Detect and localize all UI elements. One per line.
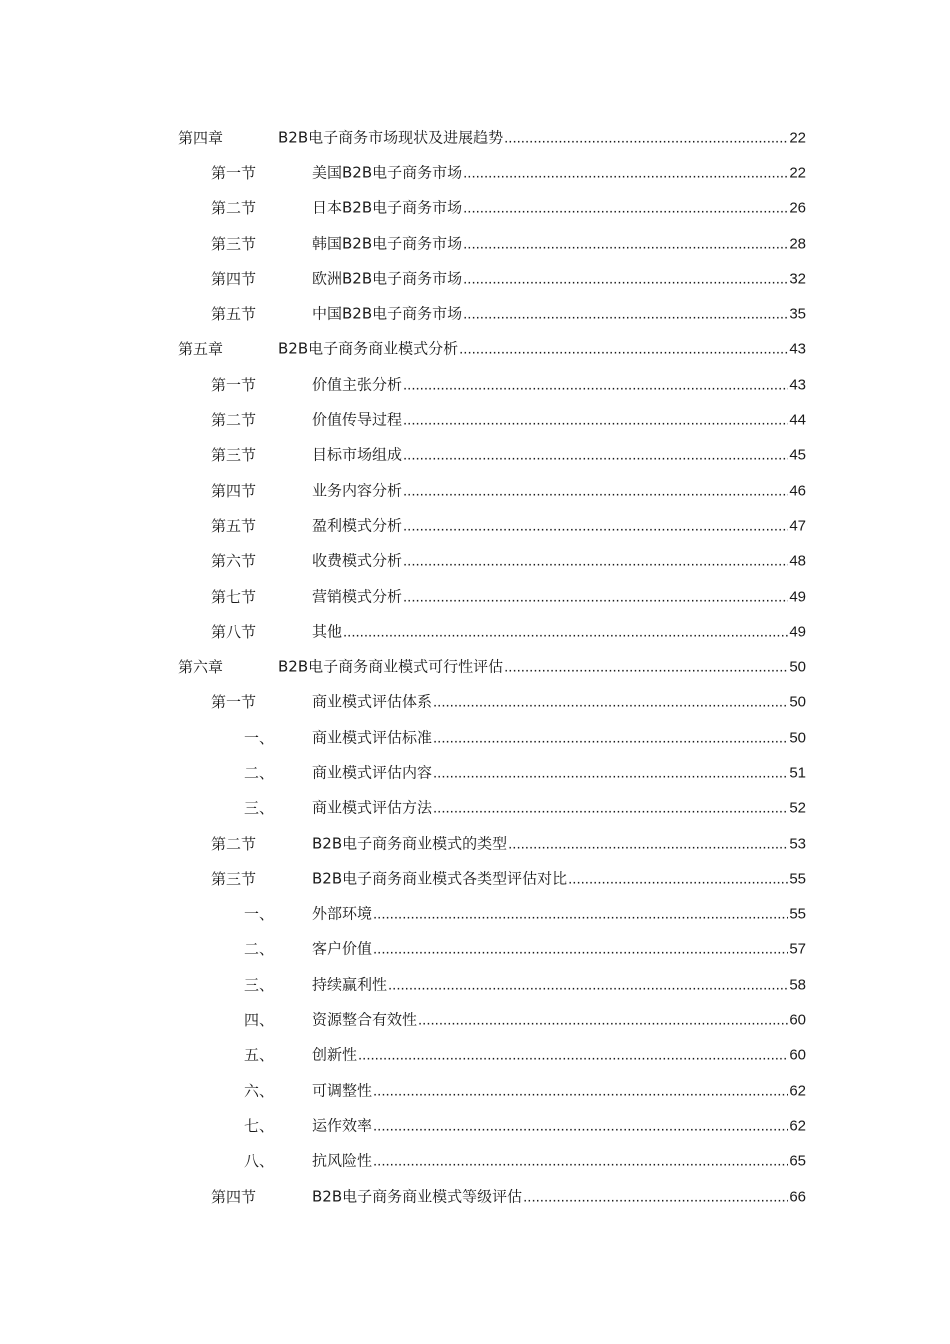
toc-entry-page-number: 57 <box>789 940 806 958</box>
dot-leader <box>358 1046 788 1066</box>
toc-entry-title-line <box>312 551 806 572</box>
toc-entry-title-line <box>312 410 806 431</box>
toc-entry-title: 价值传导过程 <box>312 410 403 429</box>
toc-entry-title: B2B电子商务商业模式可行性评估 <box>278 657 504 676</box>
toc-entry-title: 可调整性 <box>312 1081 373 1100</box>
dot-leader <box>388 975 788 995</box>
dot-leader <box>508 834 788 854</box>
toc-section-entry[interactable] <box>0 861 950 896</box>
dot-leader <box>373 1116 788 1136</box>
toc-chapter-entry[interactable] <box>0 649 950 684</box>
toc-section-entry[interactable] <box>0 473 950 508</box>
toc-entry-title-line <box>312 762 806 783</box>
toc-subsection-entry[interactable] <box>0 1108 950 1143</box>
toc-section-entry[interactable] <box>0 296 950 331</box>
toc-section-entry[interactable] <box>0 614 950 649</box>
toc-subsection-entry[interactable] <box>0 897 950 932</box>
toc-section-entry[interactable] <box>0 367 950 402</box>
toc-entry-page-number: 62 <box>789 1117 806 1135</box>
toc-entry-label: 第三节 <box>211 869 257 888</box>
toc-subsection-entry[interactable] <box>0 1002 950 1037</box>
toc-entry-title-line <box>312 268 806 289</box>
toc-entry-title: 商业模式评估内容 <box>312 763 433 782</box>
toc-entry-page-number: 66 <box>789 1188 806 1206</box>
toc-entry-title: 美国B2B电子商务市场 <box>312 163 463 182</box>
toc-entry-label: 二、 <box>244 940 275 959</box>
toc-entry-title: 商业模式评估方法 <box>312 798 433 817</box>
dot-leader <box>568 869 788 889</box>
toc-subsection-entry[interactable] <box>0 720 950 755</box>
toc-entry-page-number: 53 <box>789 835 806 853</box>
toc-entry-label: 第六章 <box>178 658 224 677</box>
toc-section-entry[interactable] <box>0 685 950 720</box>
toc-entry-page-number: 50 <box>789 729 806 747</box>
toc-entry-label: 第六节 <box>211 552 257 571</box>
toc-entry-page-number: 28 <box>789 235 806 253</box>
toc-entry-title-line <box>312 1010 806 1031</box>
toc-entry-label: 第二节 <box>211 834 257 853</box>
toc-entry-page-number: 62 <box>789 1082 806 1100</box>
toc-subsection-entry[interactable] <box>0 1073 950 1108</box>
toc-entry-page-number: 44 <box>789 411 806 429</box>
toc-entry-page-number: 22 <box>789 164 806 182</box>
toc-entry-title: B2B电子商务市场现状及进展趋势 <box>278 128 504 147</box>
toc-entry-label: 四、 <box>244 1011 275 1030</box>
toc-entry-page-number: 65 <box>789 1152 806 1170</box>
toc-entry-title: 抗风险性 <box>312 1151 373 1170</box>
toc-section-entry[interactable] <box>0 155 950 190</box>
dot-leader <box>343 622 788 642</box>
dot-leader <box>463 199 788 219</box>
toc-subsection-entry[interactable] <box>0 791 950 826</box>
toc-section-entry[interactable] <box>0 261 950 296</box>
toc-entry-page-number: 60 <box>789 1046 806 1064</box>
toc-entry-title-line <box>312 198 806 219</box>
toc-entry-title: 其他 <box>312 622 343 641</box>
dot-leader <box>463 163 788 183</box>
toc-entry-label: 第五章 <box>178 340 224 359</box>
toc-entry-title-line <box>312 974 806 995</box>
toc-entry-title-line <box>278 127 806 148</box>
toc-entry-title-line <box>312 868 806 889</box>
toc-entry-label: 第七节 <box>211 587 257 606</box>
toc-entry-page-number: 45 <box>789 446 806 464</box>
toc-subsection-entry[interactable] <box>0 1144 950 1179</box>
toc-entry-page-number: 55 <box>789 870 806 888</box>
toc-entry-title: 收费模式分析 <box>312 551 403 570</box>
toc-entry-page-number: 58 <box>789 976 806 994</box>
toc-entry-title-line <box>312 692 806 713</box>
toc-chapter-entry[interactable] <box>0 120 950 155</box>
dot-leader <box>418 1011 788 1031</box>
toc-entry-page-number: 55 <box>789 905 806 923</box>
toc-entry-title: B2B电子商务商业模式各类型评估对比 <box>312 869 568 888</box>
toc-entry-title: 欧洲B2B电子商务市场 <box>312 269 463 288</box>
toc-entry-title-line <box>312 833 806 854</box>
toc-entry-label: 五、 <box>244 1046 275 1065</box>
toc-section-entry[interactable] <box>0 1179 950 1214</box>
dot-leader <box>373 940 788 960</box>
dot-leader <box>433 693 788 713</box>
toc-entry-label: 第三节 <box>211 234 257 253</box>
dot-leader <box>403 375 788 395</box>
toc-entry-title: 商业模式评估标准 <box>312 728 433 747</box>
toc-entry-page-number: 46 <box>789 482 806 500</box>
toc-entry-label: 第四节 <box>211 269 257 288</box>
toc-entry-page-number: 52 <box>789 799 806 817</box>
toc-entry-title-line <box>312 515 806 536</box>
toc-entry-title: 营销模式分析 <box>312 587 403 605</box>
toc-entry-label: 第八节 <box>211 622 257 641</box>
toc-entry-page-number: 51 <box>789 764 806 782</box>
toc-entry-page-number: 43 <box>789 340 806 358</box>
toc-entry-page-number: 35 <box>789 305 806 323</box>
toc-entry-title: 盈利模式分析 <box>312 516 403 535</box>
toc-section-entry[interactable] <box>0 438 950 473</box>
dot-leader <box>459 340 788 360</box>
toc-entry-label: 一、 <box>244 728 275 747</box>
toc-entry-page-number: 43 <box>789 376 806 394</box>
dot-leader <box>373 1152 788 1172</box>
toc-entry-label: 七、 <box>244 1116 275 1135</box>
toc-entry-label: 三、 <box>244 975 275 994</box>
dot-leader <box>373 905 788 925</box>
dot-leader <box>504 658 788 678</box>
toc-entry-title: 业务内容分析 <box>312 481 403 500</box>
toc-section-entry[interactable] <box>0 579 950 614</box>
toc-entry-title: 客户价值 <box>312 939 373 958</box>
toc-entry-title-line <box>312 374 806 395</box>
toc-entry-title-line <box>312 621 806 642</box>
toc-entry-title: 韩国B2B电子商务市场 <box>312 234 463 253</box>
toc-entry-label: 第四节 <box>211 481 257 500</box>
toc-section-entry[interactable] <box>0 226 950 261</box>
dot-leader <box>403 481 788 501</box>
toc-entry-label: 第二节 <box>211 199 257 218</box>
toc-entry-page-number: 22 <box>789 129 806 147</box>
dot-leader <box>403 516 788 536</box>
toc-section-entry[interactable] <box>0 826 950 861</box>
toc-entry-page-number: 26 <box>789 199 806 217</box>
toc-entry-title: B2B电子商务商业模式等级评估 <box>312 1187 523 1206</box>
toc-entry-title-line <box>278 339 806 360</box>
toc-entry-title-line <box>312 445 806 466</box>
toc-entry-title: 外部环境 <box>312 904 373 923</box>
toc-entry-title-line <box>312 939 806 960</box>
toc-entry-label: 第四章 <box>178 128 224 147</box>
dot-leader <box>433 799 788 819</box>
toc-entry-title-line <box>312 727 806 748</box>
toc-entry-title: 目标市场组成 <box>312 445 403 464</box>
dot-leader <box>403 411 788 431</box>
dot-leader <box>433 763 788 783</box>
toc-section-entry[interactable] <box>0 191 950 226</box>
toc-entry-label: 第一节 <box>211 375 257 394</box>
toc-entry-label: 第一节 <box>211 693 257 712</box>
toc-chapter-entry[interactable] <box>0 332 950 367</box>
toc-entry-label: 一、 <box>244 905 275 924</box>
toc-subsection-entry[interactable] <box>0 1038 950 1073</box>
table-of-contents <box>0 120 950 1214</box>
dot-leader <box>433 728 788 748</box>
toc-entry-label: 八、 <box>244 1152 275 1171</box>
dot-leader <box>463 269 788 289</box>
toc-entry-page-number: 49 <box>789 588 806 605</box>
toc-entry-title: 商业模式评估体系 <box>312 692 433 711</box>
toc-entry-title: 创新性 <box>312 1045 358 1064</box>
toc-entry-title-line <box>312 162 806 183</box>
toc-entry-title-line <box>312 1045 806 1066</box>
toc-entry-page-number: 50 <box>789 658 806 676</box>
dot-leader <box>504 128 788 148</box>
toc-entry-label: 六、 <box>244 1081 275 1100</box>
toc-entry-page-number: 48 <box>789 552 806 570</box>
toc-entry-title: 日本B2B电子商务市场 <box>312 198 463 217</box>
toc-entry-label: 第五节 <box>211 305 257 324</box>
toc-entry-title: B2B电子商务商业模式的类型 <box>312 834 508 853</box>
toc-section-entry[interactable] <box>0 544 950 579</box>
dot-leader <box>463 234 788 254</box>
toc-subsection-entry[interactable] <box>0 967 950 1002</box>
toc-entry-title-line <box>312 233 806 254</box>
toc-entry-title-line <box>312 480 806 501</box>
toc-entry-page-number: 47 <box>789 517 806 535</box>
toc-entry-page-number: 50 <box>789 693 806 711</box>
toc-entry-label: 第二节 <box>211 411 257 430</box>
dot-leader <box>373 1081 788 1101</box>
dot-leader <box>463 305 788 325</box>
toc-entry-title: 运作效率 <box>312 1116 373 1135</box>
toc-entry-title-line <box>312 904 806 925</box>
dot-leader <box>523 1187 788 1207</box>
toc-section-entry[interactable] <box>0 402 950 437</box>
toc-entry-title-line <box>312 1186 806 1207</box>
toc-entry-label: 三、 <box>244 799 275 818</box>
toc-entry-page-number: 60 <box>789 1011 806 1029</box>
toc-entry-page-number: 32 <box>789 270 806 288</box>
dot-leader <box>403 587 788 607</box>
toc-entry-label: 第三节 <box>211 446 257 465</box>
toc-entry-title: 资源整合有效性 <box>312 1010 418 1029</box>
toc-entry-label: 二、 <box>244 763 275 782</box>
toc-entry-title: B2B电子商务商业模式分析 <box>278 339 459 358</box>
toc-entry-title-line <box>312 586 806 607</box>
toc-entry-title-line <box>312 1115 806 1136</box>
toc-entry-title-line <box>312 798 806 819</box>
toc-entry-title-line <box>278 657 806 678</box>
toc-entry-label: 第一节 <box>211 163 257 182</box>
dot-leader <box>403 552 788 572</box>
toc-entry-title: 中国B2B电子商务市场 <box>312 304 463 323</box>
toc-entry-title-line <box>312 304 806 325</box>
toc-entry-title: 持续赢利性 <box>312 975 388 994</box>
toc-entry-label: 第五节 <box>211 516 257 535</box>
toc-entry-page-number: 49 <box>789 623 806 641</box>
toc-entry-title-line <box>312 1080 806 1101</box>
toc-entry-title: 价值主张分析 <box>312 375 403 394</box>
toc-subsection-entry[interactable] <box>0 755 950 790</box>
dot-leader <box>403 446 788 466</box>
toc-section-entry[interactable] <box>0 508 950 543</box>
toc-entry-label: 第四节 <box>211 1187 257 1206</box>
toc-entry-title-line <box>312 1151 806 1172</box>
toc-subsection-entry[interactable] <box>0 932 950 967</box>
